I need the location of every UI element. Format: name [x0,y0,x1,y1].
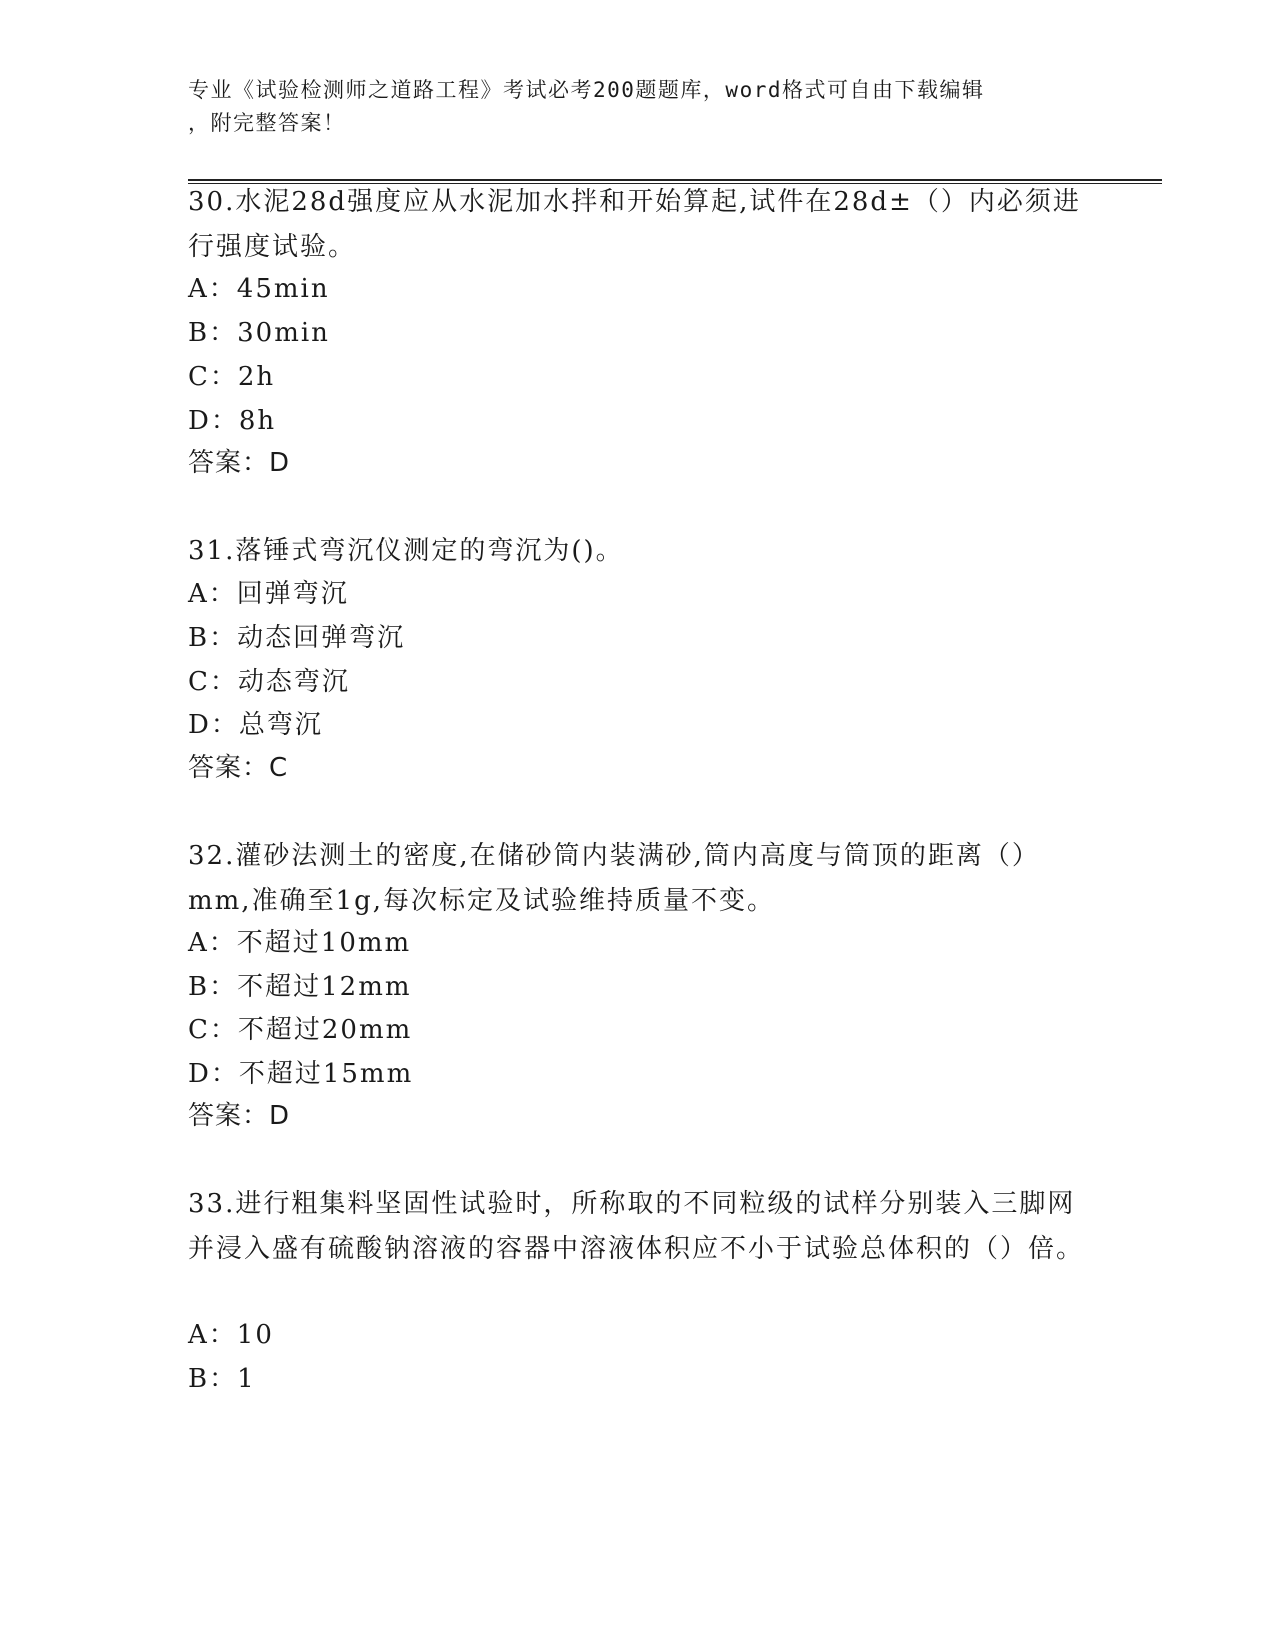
question-31-option-a: A：回弹弯沉 [188,579,349,609]
question-32-option-a: A：不超过10mm [188,928,412,958]
header-line-2: ，附完整答案！ [188,111,346,135]
question-31-option-b: B：动态回弹弯沉 [188,623,406,653]
question-30-option-a: A：45min [188,274,330,304]
question-31-answer: 答案：C [188,753,289,783]
question-33-option-b: B：1 [188,1364,256,1394]
question-32-option-b: B：不超过12mm [188,972,412,1002]
document-header [188,74,1068,140]
question-32-option-d: D：不超过15mm [188,1059,414,1089]
question-32-text: 32.灌砂法测土的密度,在储砂筒内装满砂,筒内高度与筒顶的距离（）mm,准确至1g,每次标定及试验维持质量不变。 [188,841,1040,916]
question-33-option-a: A：10 [188,1320,274,1350]
question-33-text: 33.进行粗集料坚固性试验时，所称取的不同粒级的试样分别装入三脚网并浸入盛有硫酸钠溶液的容器中溶液体积应不小于试验总体积的（）倍。 [188,1189,1085,1264]
question-32-answer: 答案：D [188,1101,291,1131]
question-30-text: 30.水泥28d强度应从水泥加水拌和开始算起,试件在28d±（）内必须进行强度试验。 [188,187,1081,262]
question-30-answer: 答案：D [188,448,291,478]
question-30-option-b: B：30min [188,318,330,348]
question-32-option-c: C：不超过20mm [188,1015,413,1045]
question-31-text: 31.落锤式弯沉仪测定的弯沉为()。 [188,536,624,566]
header-line-1: 专业《试验检测师之道路工程》考试必考200题题库，word格式可自由下载编辑 [188,78,985,102]
question-30-option-d: D：8h [188,406,277,436]
question-31-option-c: C：动态弯沉 [188,667,350,697]
question-30-option-c: C：2h [188,362,276,392]
question-31-option-d: D：总弯沉 [188,710,323,740]
